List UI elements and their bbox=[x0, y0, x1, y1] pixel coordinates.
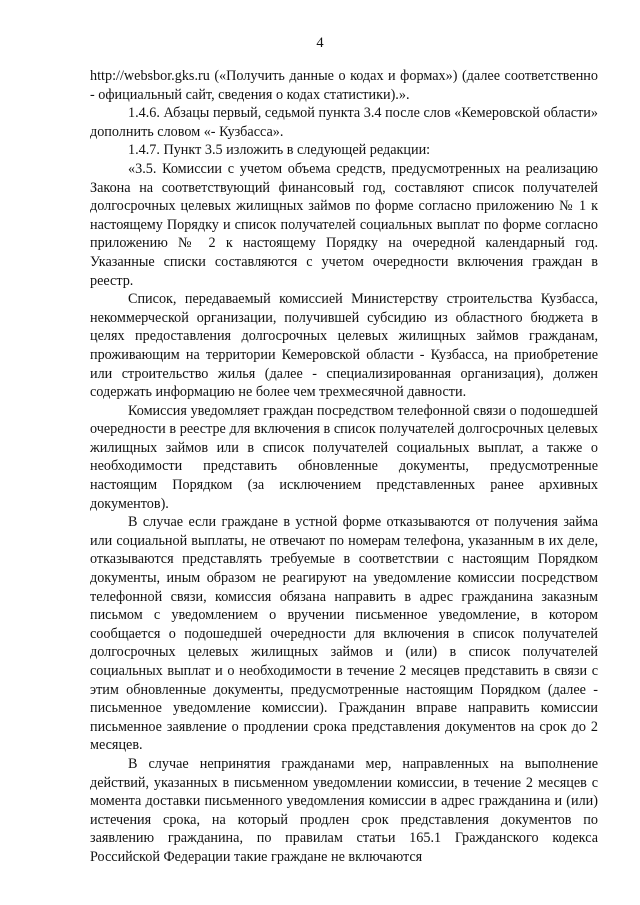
paragraph-1-4-6: 1.4.6. Абзацы первый, седьмой пункта 3.4 после слов «Кемеровской области» дополнить словом «- Кузбасса». bbox=[90, 105, 598, 140]
page-number: 4 bbox=[316, 35, 324, 51]
paragraph-list-transfer: Список, передаваемый комиссией Министерству строительства Кузбасса, некоммерческой организации, получившей субсидию из областного бюджета в целях предоставления долгосрочных целевых жилищных займов гражданам, проживающим на территории Кемеровской области - Кузбасса, на приобретение или строительство жилья (далее - специализированная организация), должен содержать информацию не более чем трехмесячной давности. bbox=[90, 291, 598, 401]
paragraph-non-action-case: В случае непринятия гражданами мер, направленных на выполнение действий, указанных в письменном уведомлении комиссии, в течение 2 месяцев с момента доставки письменного уведомления комиссии в адрес гражданина и (или) истечения срока, на который продлен срок представления документов по заявлению гражданина, по правилам статьи 165.1 Гражданского кодекса Российской Федерации такие граждане не включаются bbox=[90, 755, 598, 865]
paragraph-3-5: «3.5. Комиссии с учетом объема средств, предусмотренных на реализацию Закона на соответствующий финансовый год, составляют список получателей долгосрочных целевых жилищных займов по форме согласно приложению № 1 к настоящему Порядку и список получателей социальных выплат по форме согласно приложению № 2 к настоящему Порядку на очередной календарный год. Указанные списки составляются с учетом очередности включения граждан в реестр. bbox=[90, 160, 598, 289]
paragraph-refusal-case: В случае если граждане в устной форме отказываются от получения займа или социальной выплаты, не отвечают по номерам телефона, указанным в их деле, отказываются представлять требуемые в соответствии с настоящим Порядком документы, иным образом не реагируют на уведомление комиссии посредством телефонной связи, комиссия обязана направить в адрес гражданина заказным письмом с уведомлением о вручении письменное уведомление, в котором сообщается о подошедшей очередности для включения в список получателей долгосрочных целевых жилищных займов и (или) в список получателей социальных выплат и о необходимости в течение 2 месяцев представить в связи с этим обновленные документы, предусмотренные настоящим Порядком (далее - письменное уведомление комиссии). Гражданин вправе направить комиссии письменное заявление о продлении срока представления документов на срок до 2 месяцев. bbox=[90, 514, 598, 754]
paragraph-website-reference: http://websbor.gks.ru («Получить данные о кодах и формах») (далее соответственно - официальный сайт, сведения о кодах статистики).». bbox=[90, 68, 598, 103]
document-body bbox=[90, 67, 598, 867]
paragraph-1-4-7: 1.4.7. Пункт 3.5 изложить в следующей редакции: bbox=[128, 142, 431, 159]
paragraph-commission-notice: Комиссия уведомляет граждан посредством телефонной связи о подошедшей очередности в реестре для включения в список получателей долгосрочных целевых жилищных займов или в список получателей социальных выплат, а также о необходимости представить обновленные документы, предусмотренные настоящим Порядком (за исключением представленных ранее архивных документов). bbox=[90, 402, 598, 512]
